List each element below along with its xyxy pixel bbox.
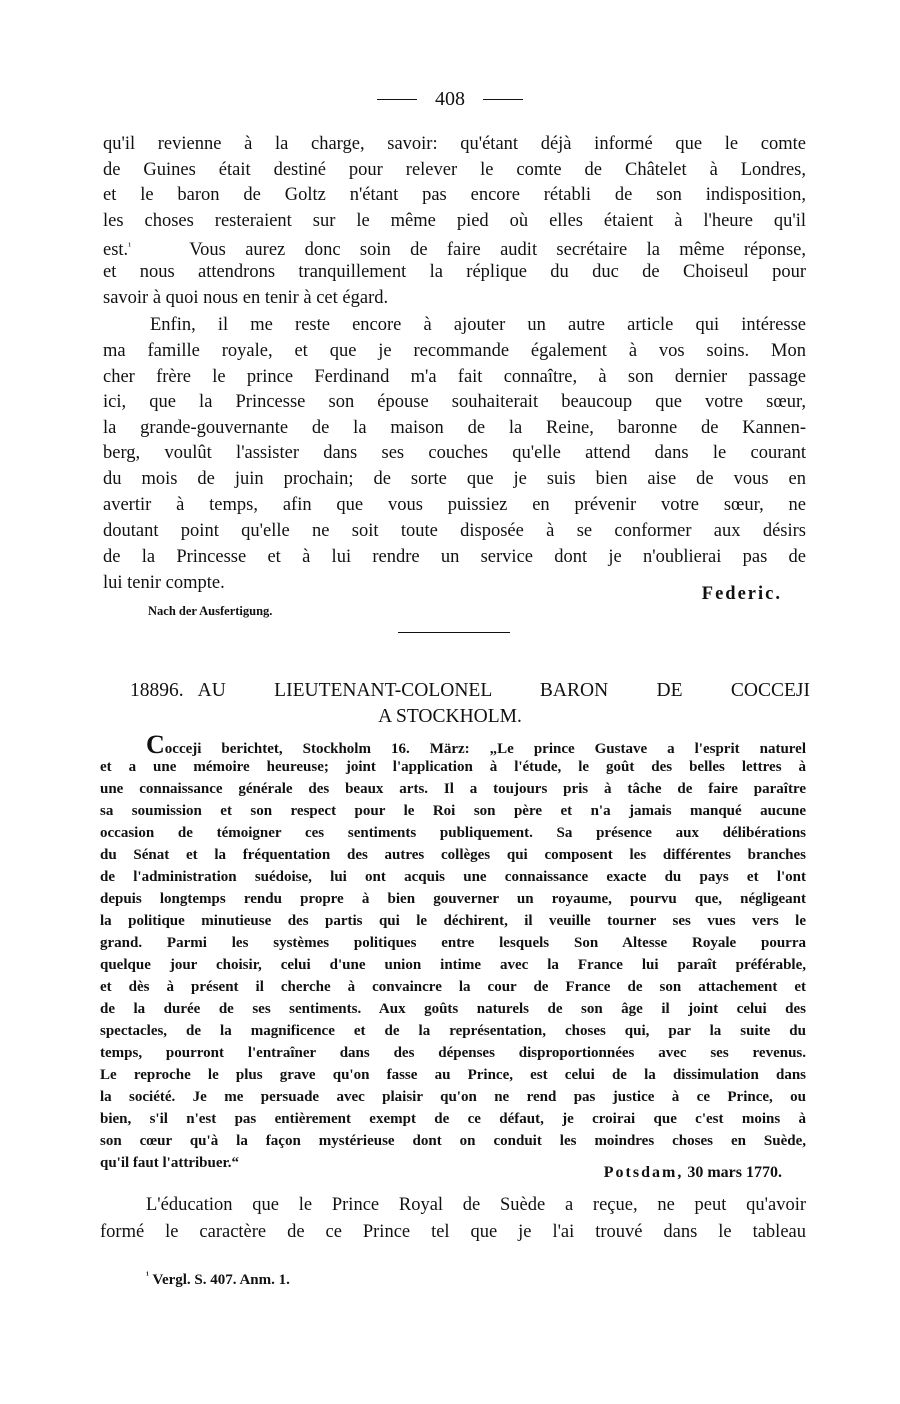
summary-line: Le reproche le plus grave qu'on fasse au Prince, est celui de la dissimulation dans	[100, 1067, 806, 1083]
footnote-text: Vergl. S. 407. Anm. 1.	[152, 1272, 290, 1288]
page-header	[0, 84, 900, 114]
text-line: berg, voulût l'assister dans ses couches qu'elle attend dans le courant	[103, 443, 806, 463]
summary-line: du Sénat et la fréquentation des autres collèges qui composent les différentes branches	[100, 847, 806, 863]
text-fragment: est.	[103, 240, 129, 260]
text-line: les choses resteraient sur le même pied où elles étaient à l'heure qu'il	[103, 211, 806, 231]
dateline	[604, 1164, 782, 1182]
summary-line: spectacles, de la magnificence et de la représentation, choses qui, par la suite du	[100, 1023, 806, 1039]
summary-line: une connaissance générale des beaux arts. Il a toujours pris à tâche de faire paraître	[100, 781, 806, 797]
summary-line: grand. Parmi les systèmes politiques entre lesquels Son Altesse Royale pourra	[100, 935, 806, 951]
letter-title-line1: AU LIEUTENANT-COLONEL BARON DE COCCEJI	[197, 680, 810, 701]
text-line: Enfin, il me reste encore à ajouter un autre article qui intéresse	[150, 315, 806, 335]
dateline-place: Potsdam,	[603, 1164, 684, 1181]
text-line: et nous attendrons tranquillement la réplique du duc de Choiseul pour	[103, 262, 806, 282]
footnote-reference: ¹	[128, 241, 132, 252]
summary-line: la société. Je me persuade avec plaisir qu'on ne rend pas justice à ce Prince, ou	[100, 1089, 806, 1105]
summary-line: bien, s'il n'est pas entièrement exempt de ce défaut, je croirai que c'est moins à	[100, 1111, 806, 1127]
dateline-date: 30 mars 1770.	[687, 1164, 782, 1181]
text-line: L'éducation que le Prince Royal de Suède a reçue, ne peut qu'avoir	[146, 1195, 806, 1215]
summary-line: de la durée de ses sentiments. Aux goûts naturels de son âge il joint celui des	[100, 1001, 806, 1017]
footnote-marker: ¹	[146, 1270, 149, 1281]
summary-line: occasion de témoigner ces sentiments publiquement. Sa présence aux délibérations	[100, 825, 806, 841]
text-line: savoir à quoi nous en tenir à cet égard.	[103, 288, 389, 308]
letter-title-line2: A STOCKHOLM.	[378, 706, 522, 727]
section-divider	[398, 632, 510, 633]
summary-line: de l'administration suédoise, lui ont acquis une connaissance exacte du pays et l'ont	[100, 869, 806, 885]
text-line: ici, que la Princesse son épouse souhaiterait beaucoup que votre sœur,	[103, 392, 806, 412]
text-line: doutant point qu'elle ne soit toute disposée à se conformer aux désirs	[103, 521, 806, 541]
letter-number: 18896.	[130, 680, 184, 701]
text-line: ma famille royale, et que je recommande également à vos soins. Mon	[103, 341, 806, 361]
text-line: de la Princesse et à lui rendre un service dont je n'oublierai pas de	[103, 547, 806, 567]
source-note: Nach der Ausfertigung.	[148, 604, 273, 618]
summary-line: qu'il faut l'attribuer.“	[100, 1155, 240, 1171]
summary-line: la politique minutieuse des partis qui le déchirent, il veuille tourner ses vues vers le	[100, 913, 806, 929]
text-fragment: Vous aurez donc soin de faire audit secrétaire la même réponse,	[189, 240, 806, 260]
text-line: de Guines était destiné pour relever le comte de Châtelet à Londres,	[103, 160, 806, 180]
summary-line: quelque jour choisir, celui d'une union intime avec la France lui paraît préférable,	[100, 957, 806, 973]
signature: Federic.	[701, 584, 782, 604]
text-line: qu'il revienne à la charge, savoir: qu'étant déjà informé que le comte	[103, 134, 806, 154]
text-line: la grande-gouvernante de la maison de la Reine, baronne de Kannen-	[103, 418, 806, 438]
text-line	[103, 234, 806, 263]
summary-line: depuis longtemps rendu propre à bien gouverner un royaume, pourvu que, négligeant	[100, 891, 806, 907]
summary-line: et dès à présent il cherche à convaincre la cour de France de son attachement et	[100, 979, 806, 995]
text-line: du mois de juin prochain; de sorte que je suis bien aise de vous en	[103, 469, 806, 489]
drop-cap: C	[146, 730, 165, 759]
text-line: lui tenir compte.	[103, 573, 225, 593]
summary-line: son cœur qu'à la façon mystérieuse dont on conduit les moindres choses en Suède,	[100, 1133, 806, 1149]
text-line: et le baron de Goltz n'étant pas encore rétabli de son indisposition,	[103, 185, 806, 205]
header-rule-right	[483, 99, 523, 100]
summary-line: sa soumission et son respect pour le Roi son père et n'a jamais manqué aucune	[100, 803, 806, 819]
summary-line: temps, pourront l'entraîner dans des dépenses disproportionnées avec ses revenus.	[100, 1045, 806, 1061]
letter-title	[130, 680, 810, 702]
text-line: formé le caractère de ce Prince tel que je l'ai trouvé dans le tableau	[100, 1222, 806, 1242]
text-fragment: occeji berichtet, Stockholm 16. März: „Le prince Gustave a l'esprit naturel	[164, 741, 806, 757]
summary-line: et a une mémoire heureuse; joint l'application à l'étude, le goût des belles lettres à	[100, 759, 806, 775]
header-rule-left	[377, 99, 417, 100]
page-number: 408	[435, 87, 465, 110]
text-line: avertir à temps, afin que vous puissiez en prévenir votre sœur, ne	[103, 495, 806, 515]
footnote	[146, 1270, 290, 1289]
text-line: cher frère le prince Ferdinand m'a fait connaître, à son dernier passage	[103, 367, 806, 387]
